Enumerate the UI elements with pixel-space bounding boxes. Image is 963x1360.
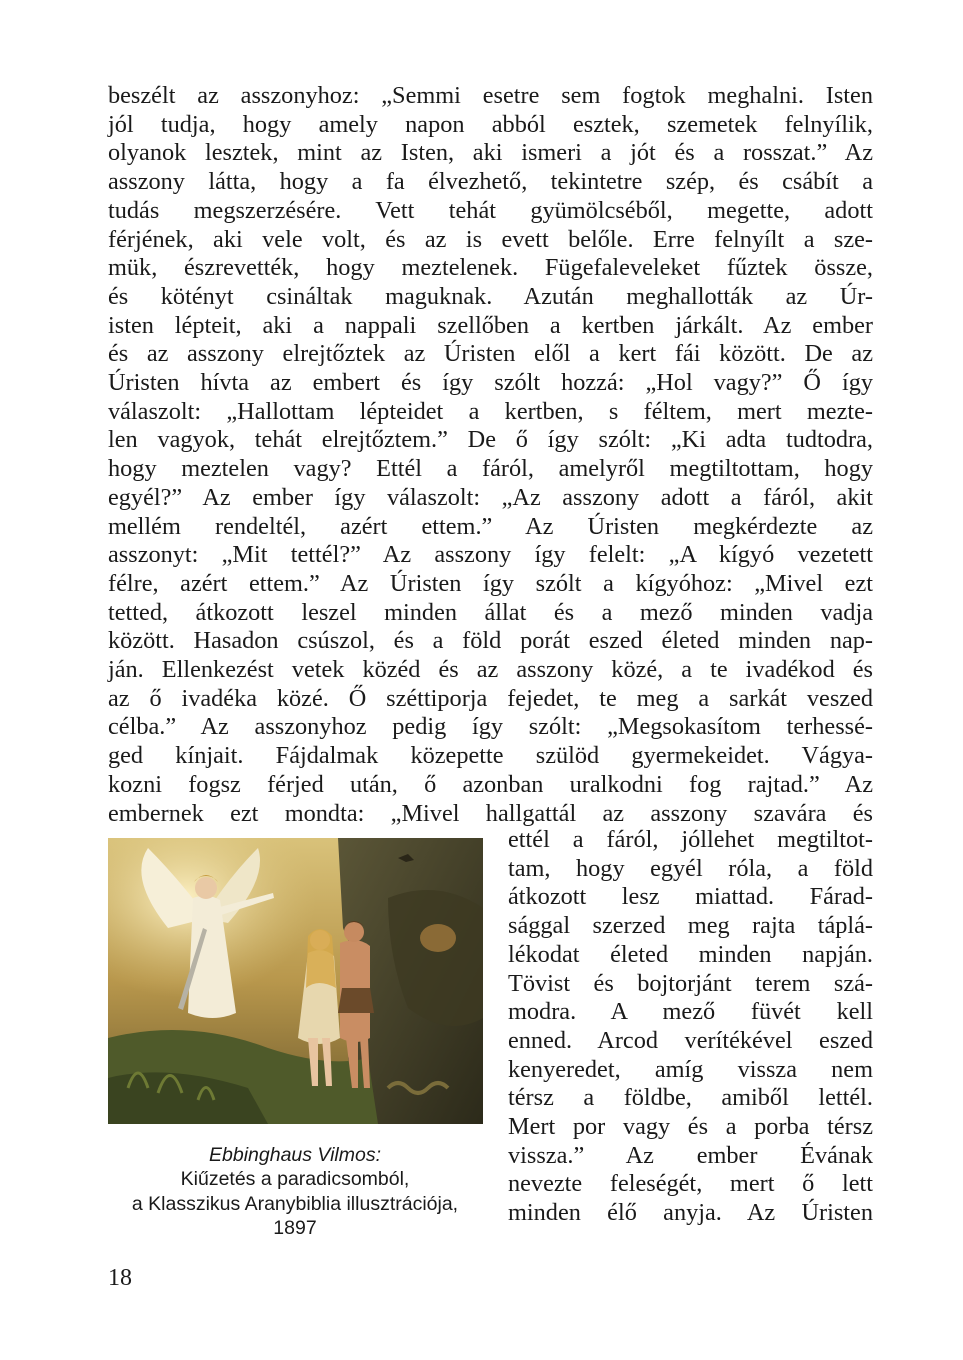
text-line: lékodat életed minden napján. — [508, 940, 873, 968]
text-line: ettél a fáról, jóllehet megtiltot- — [508, 826, 873, 853]
text-line: enned. Arcod verítékével eszed — [508, 1026, 873, 1054]
illustration-expulsion-from-paradise — [108, 838, 483, 1124]
text-line: minden élő anyja. Az Úristen — [508, 1199, 873, 1227]
text-line: félre, azért ettem.” Az Úristen így szólt a kígyóhoz: „Mivel ezt — [108, 569, 873, 597]
text-line: férjének, aki vele volt, és az is evett belőle. Erre felnyílt a sze- — [108, 225, 873, 253]
text-line: egyél?” Az ember így válaszolt: „Az asszony adott a fáról, akit — [108, 483, 873, 511]
caption-title: Kiűzetés a paradicsomból, — [180, 1168, 410, 1191]
text-line: jól tudja, hogy amely napon abból esztek, szemetek felnyílik, — [108, 110, 873, 138]
main-text-block — [108, 82, 873, 828]
text-line: mellém rendeltél, azért ettem.” Az Úristen megkérdezte az — [108, 512, 873, 540]
text-line: vissza.” Az ember Évának — [508, 1141, 873, 1169]
text-line: kenyeredet, amíg vissza nem — [508, 1055, 873, 1083]
text-line: asszonyt: „Mit tettél?” Az asszony így felelt: „A kígyó vezetett — [108, 541, 873, 569]
text-line: beszélt az asszonyhoz: „Semmi esetre sem fogtok meghalni. Isten — [108, 82, 873, 109]
page-number: 18 — [108, 1265, 132, 1291]
text-line: embernek ezt mondta: „Mivel hallgattál az asszony szavára és — [108, 799, 873, 827]
text-line: Úristen hívta az embert és így szólt hozzá: „Hol vagy?” Ő így — [108, 369, 873, 397]
text-line: ged kínjait. Fájdalmak közepette szülöd gyermekeidet. Vágya- — [108, 742, 873, 770]
text-line: Mert por vagy és a porba térsz — [508, 1113, 873, 1141]
caption-author: Ebbinghaus Vilmos: — [209, 1144, 381, 1166]
caption-year: 1897 — [273, 1216, 317, 1239]
text-line: célba.” Az asszonyhoz pedig így szólt: „Megsokasítom terhessé- — [108, 713, 873, 741]
text-line: válaszolt: „Hallottam lépteidet a kertben, s féltem, mert mezte- — [108, 397, 873, 425]
text-line: Tövist és bojtorjánt terem szá- — [508, 969, 873, 997]
text-line: ján. Ellenkezést vetek közéd és az asszony közé, a te ivadékod és — [108, 656, 873, 684]
text-line: mük, észrevették, hogy meztelenek. Fügefaleveleket fűztek össze, — [108, 254, 873, 282]
text-line: sággal szerzed meg rajta táplá- — [508, 912, 873, 940]
text-line: tudás megszerzésére. Vett tehát gyümölcséből, megette, adott — [108, 196, 873, 224]
text-line: és az asszony elrejtőztek az Úristen elől a kert fái között. De az — [108, 340, 873, 368]
text-line: olyanok lesztek, mint az Isten, aki ismeri a jót és a rosszat.” Az — [108, 139, 873, 167]
figure-caption — [100, 1143, 490, 1240]
text-line: és kötényt csináltak maguknak. Azután meghallották az Úr- — [108, 282, 873, 310]
text-line: között. Hasadon csúszol, és a föld porát eszed életed minden nap- — [108, 627, 873, 655]
wrapped-text-block — [508, 826, 873, 1228]
text-line: nevezte feleségét, mert ő lett — [508, 1170, 873, 1198]
text-line: kozni fogsz férjed után, ő azonban uralkodni fog rajtad.” Az — [108, 770, 873, 798]
text-line: térsz a földbe, amiből lettél. — [508, 1084, 873, 1112]
text-line: hogy meztelen vagy? Ettél a fáról, amelyről megtiltottam, hogy — [108, 455, 873, 483]
text-line: tetted, átkozott leszel minden állat és a mező minden vadja — [108, 598, 873, 626]
text-line: modra. A mező füvét kell — [508, 998, 873, 1026]
text-line: len vagyok, tehát elrejtőztem.” De ő így szólt: „Ki adta tudtodra, — [108, 426, 873, 454]
text-line: tam, hogy egyél róla, a föld — [508, 854, 873, 882]
text-line: asszony látta, hogy a fa élvezhető, tekintetre szép, és csábít a — [108, 168, 873, 196]
caption-source: a Klasszikus Aranybiblia illusztrációja, — [131, 1192, 459, 1215]
text-line: isten lépteit, aki a nappali szellőben a kertben járkált. Az ember — [108, 311, 873, 339]
text-line: az ő ivadéka közé. Ő széttiporja fejedet, te meg a sarkát veszed — [108, 684, 873, 712]
text-line: átkozott lesz miattad. Fárad- — [508, 883, 873, 911]
